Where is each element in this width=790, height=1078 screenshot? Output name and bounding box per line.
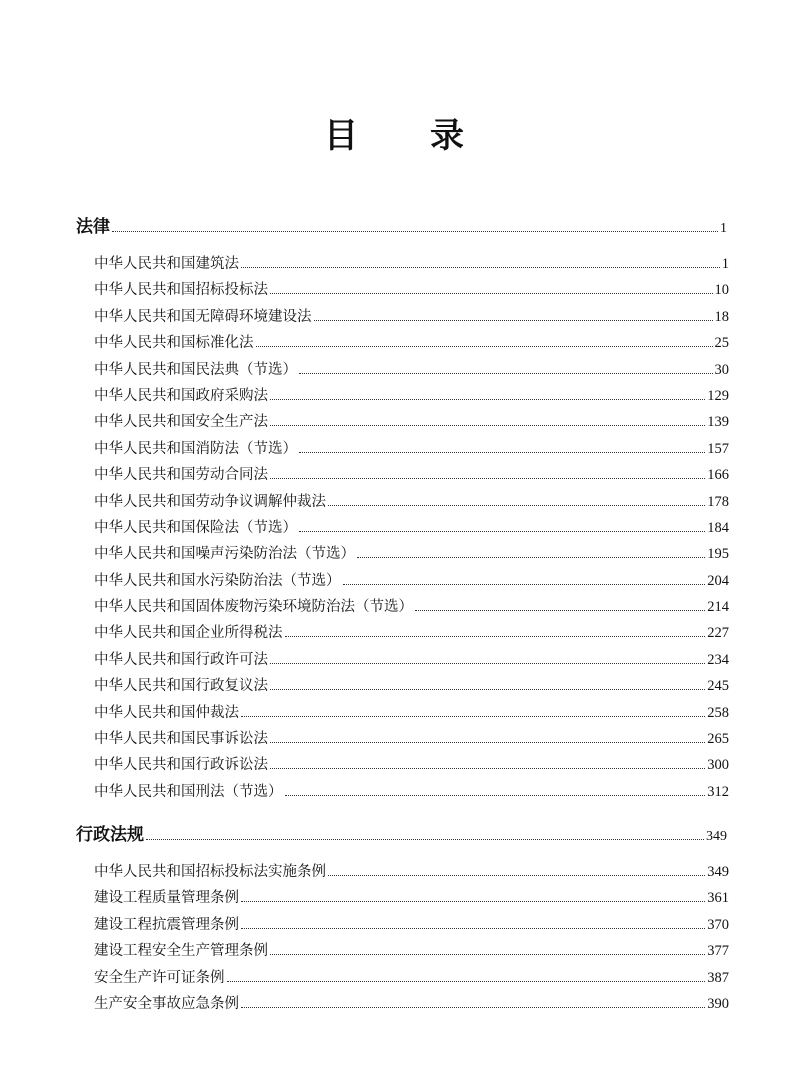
dot-leader	[146, 838, 704, 840]
toc-entry-page: 227	[707, 625, 729, 642]
page-title-second-char: 录	[430, 116, 466, 156]
toc-entry[interactable]	[94, 569, 729, 595]
toc-entry-label: 中华人民共和国固体废物污染环境防治法（节选）	[94, 599, 413, 616]
toc-entry[interactable]	[94, 305, 729, 331]
page-title	[0, 108, 790, 157]
toc-entry-page: 204	[707, 572, 729, 589]
toc-entry[interactable]	[94, 490, 729, 516]
toc-entry[interactable]	[94, 753, 729, 779]
dot-leader	[241, 927, 705, 929]
toc-entry-label: 中华人民共和国劳动合同法	[94, 467, 268, 484]
toc-entry-page: 300	[707, 757, 729, 774]
dot-leader	[270, 292, 713, 294]
toc-entry[interactable]	[94, 358, 729, 384]
toc-entry-page: 157	[707, 440, 729, 457]
toc-entry-label: 安全生产许可证条例	[94, 969, 225, 986]
dot-leader	[328, 874, 705, 876]
dot-leader	[285, 794, 706, 796]
toc-entry-page: 390	[707, 995, 729, 1012]
toc-entry-label: 中华人民共和国行政复议法	[94, 678, 268, 695]
toc-entry-label: 中华人民共和国劳动争议调解仲裁法	[94, 493, 326, 510]
toc-entry[interactable]	[94, 331, 729, 357]
toc-entry-page: 184	[707, 519, 729, 536]
toc-entry[interactable]	[94, 621, 729, 647]
toc-entry[interactable]	[94, 913, 729, 939]
section-heading-label: 行政法规	[76, 825, 144, 845]
toc-entry-page: 361	[707, 890, 729, 907]
dot-leader	[270, 398, 705, 400]
toc-entry[interactable]	[94, 516, 729, 542]
toc-entry[interactable]	[94, 437, 729, 463]
dot-leader	[415, 609, 705, 611]
toc-entry[interactable]	[94, 384, 729, 410]
dot-leader	[270, 688, 705, 690]
dot-leader	[328, 504, 705, 506]
section-page-number: 349	[706, 829, 727, 844]
toc-entry-page: 245	[707, 678, 729, 695]
toc-entry[interactable]	[94, 886, 729, 912]
page-title-first-char: 目	[324, 116, 360, 156]
dot-leader	[270, 767, 705, 769]
toc-entry-page: 129	[707, 387, 729, 404]
toc-section-administrative-regulations	[0, 820, 790, 1018]
toc-entry-label: 中华人民共和国企业所得税法	[94, 625, 283, 642]
toc-entry[interactable]	[94, 780, 729, 806]
toc-entry-page: 265	[707, 731, 729, 748]
toc-entry-page: 370	[707, 916, 729, 933]
dot-leader	[270, 741, 705, 743]
dot-leader	[241, 266, 720, 268]
toc-entry[interactable]	[94, 252, 729, 278]
toc-entry-label: 中华人民共和国水污染防治法（节选）	[94, 572, 341, 589]
toc-entry[interactable]	[94, 410, 729, 436]
toc-entry-page: 166	[707, 467, 729, 484]
toc-entry[interactable]	[94, 701, 729, 727]
toc-section-heading[interactable]	[76, 212, 727, 242]
toc-entry-label: 中华人民共和国刑法（节选）	[94, 783, 283, 800]
toc-entry[interactable]	[94, 860, 729, 886]
dot-leader	[241, 715, 705, 717]
toc-entry[interactable]	[94, 966, 729, 992]
toc-entry-label: 中华人民共和国民事诉讼法	[94, 731, 268, 748]
toc-entry-page: 214	[707, 599, 729, 616]
toc-entry[interactable]	[94, 992, 729, 1018]
dot-leader	[270, 662, 705, 664]
toc-entry-page: 349	[707, 864, 729, 880]
dot-leader	[256, 345, 713, 347]
dot-leader	[241, 900, 705, 902]
toc-entry-label: 中华人民共和国建筑法	[94, 256, 239, 272]
dot-leader	[270, 953, 705, 955]
toc-entry-label: 中华人民共和国民法典（节选）	[94, 361, 297, 378]
toc-entry-page: 30	[714, 361, 729, 378]
toc-entry[interactable]	[94, 595, 729, 621]
toc-entry-page: 377	[707, 943, 729, 960]
toc-entry-label: 中华人民共和国仲裁法	[94, 704, 239, 721]
toc-entry-page: 258	[707, 704, 729, 721]
toc-entry-page: 18	[714, 308, 729, 325]
dot-leader	[270, 477, 705, 479]
toc-entry-page: 139	[707, 414, 729, 431]
toc-section-heading[interactable]	[76, 820, 727, 850]
toc-entry[interactable]	[94, 648, 729, 674]
dot-leader	[227, 980, 706, 982]
toc-entry-label: 建设工程安全生产管理条例	[94, 943, 268, 960]
toc-entry-label: 中华人民共和国招标投标法实施条例	[94, 864, 326, 880]
toc-entry[interactable]	[94, 727, 729, 753]
toc-entry-page: 178	[707, 493, 729, 510]
toc-entry[interactable]	[94, 463, 729, 489]
toc-entry-page: 234	[707, 651, 729, 668]
toc-entry-label: 中华人民共和国安全生产法	[94, 414, 268, 431]
toc-entry[interactable]	[94, 278, 729, 304]
dot-leader	[112, 230, 718, 232]
dot-leader	[270, 424, 705, 426]
toc-entry-label: 中华人民共和国标准化法	[94, 335, 254, 352]
toc-entry-page: 312	[707, 783, 729, 800]
toc-entry-label: 中华人民共和国无障碍环境建设法	[94, 308, 312, 325]
dot-leader	[285, 635, 706, 637]
toc-entry-page: 195	[707, 546, 729, 563]
toc-entry-label: 中华人民共和国保险法（节选）	[94, 519, 297, 536]
section-page-number: 1	[720, 221, 727, 236]
toc-entry-label: 中华人民共和国消防法（节选）	[94, 440, 297, 457]
toc-section-laws	[0, 212, 790, 806]
toc-entry-page: 25	[714, 335, 729, 352]
toc-entry-page: 1	[721, 256, 729, 272]
dot-leader	[314, 319, 713, 321]
toc-entry[interactable]	[94, 939, 729, 965]
toc-entry-page: 387	[707, 969, 729, 986]
toc-entry-label: 中华人民共和国噪声污染防治法（节选）	[94, 546, 355, 563]
dot-leader	[299, 530, 705, 532]
toc-entry-label: 建设工程质量管理条例	[94, 890, 239, 907]
dot-leader	[343, 583, 706, 585]
dot-leader	[299, 372, 713, 374]
toc-entry-label: 中华人民共和国行政诉讼法	[94, 757, 268, 774]
toc-entry[interactable]	[94, 542, 729, 568]
toc-entry-label: 中华人民共和国行政许可法	[94, 651, 268, 668]
dot-leader	[357, 556, 705, 558]
toc-entry-label: 生产安全事故应急条例	[94, 995, 239, 1012]
toc-entry-label: 中华人民共和国政府采购法	[94, 387, 268, 404]
dot-leader	[299, 451, 705, 453]
toc-entry-page: 10	[714, 282, 729, 299]
toc-entry[interactable]	[94, 674, 729, 700]
section-heading-label: 法律	[76, 217, 110, 237]
dot-leader	[241, 1006, 705, 1008]
toc-entry-label: 建设工程抗震管理条例	[94, 916, 239, 933]
toc-entry-label: 中华人民共和国招标投标法	[94, 282, 268, 299]
